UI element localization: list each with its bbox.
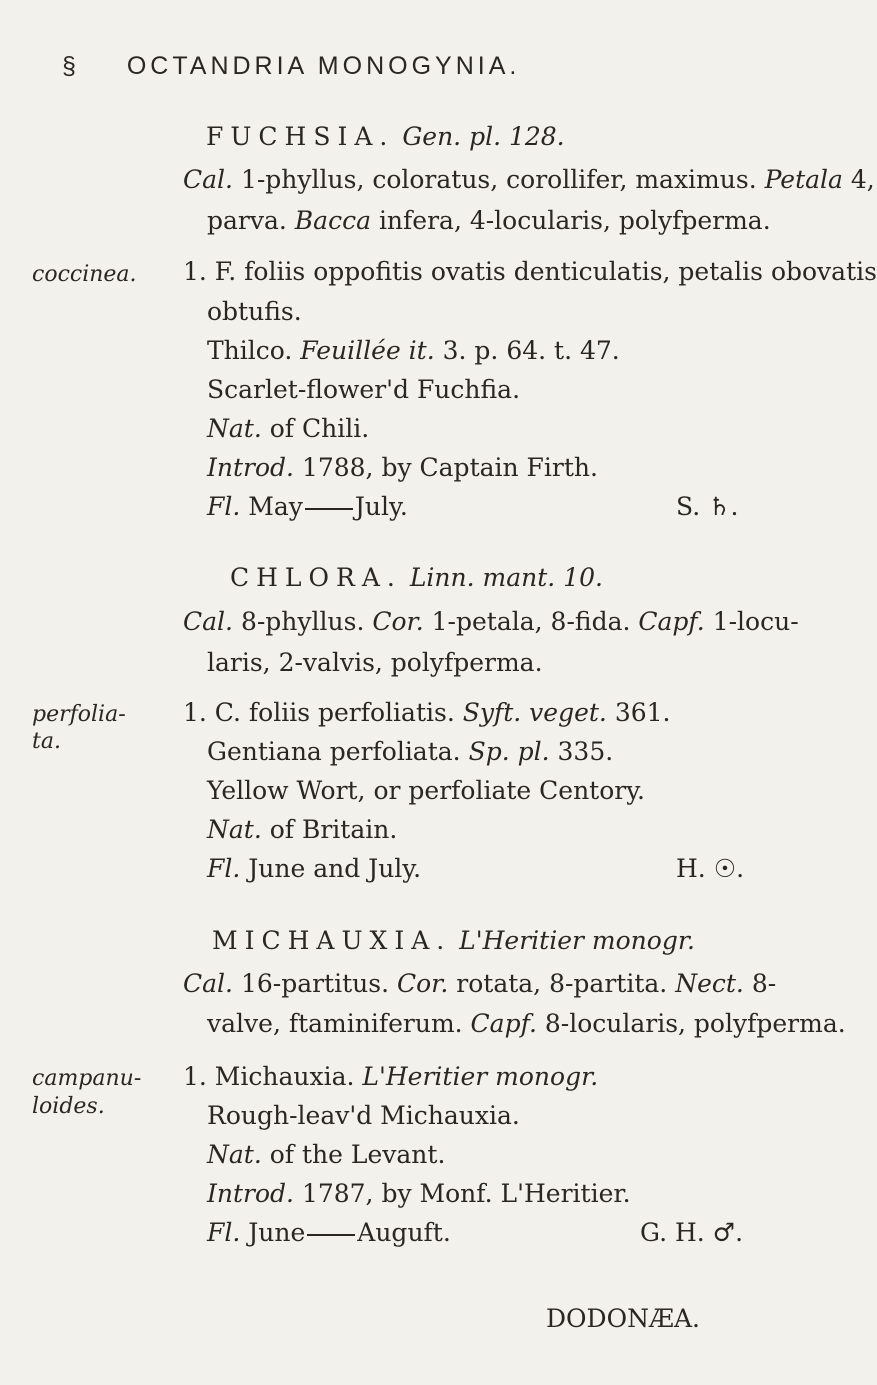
genus-reference: Gen. pl. 128.	[402, 122, 565, 151]
species-margin-name-cont: loides.	[32, 1094, 105, 1119]
michauxia-char-line-1: Cal. 16-partitus. Cor. rotata, 8-partita. Nect. 8-	[183, 969, 777, 998]
genus-name: CHLORA.	[230, 563, 402, 592]
english-name: Scarlet-flower'd Fuchfia.	[207, 375, 521, 404]
species-margin-name: campanu-	[32, 1066, 142, 1091]
michauxia-genus-heading	[212, 928, 695, 953]
species-margin-name-cont: ta.	[32, 729, 61, 754]
chlora-char-line-1: Cal. 8-phyllus. Cor. 1-petala, 8-fida. Capf. 1-locu-	[183, 607, 799, 636]
synonym-line: Gentiana perfoliata. Sp. pl. 335.	[207, 737, 614, 766]
native-line: Nat. of the Levant.	[207, 1140, 446, 1169]
running-head	[62, 52, 520, 81]
dash-rule	[307, 1234, 355, 1236]
catchword: DODONÆA.	[546, 1304, 700, 1333]
fuchsia-genus-heading	[206, 124, 565, 149]
species-description: 1. Michauxia. L'Heritier monogr.	[183, 1062, 599, 1091]
habit-symbol: S. ♄.	[676, 492, 739, 521]
michauxia-char-line-2: valve, ftaminiferum. Capf. 8-locularis, polyfperma.	[207, 1009, 846, 1038]
species-margin-name: coccinea.	[32, 262, 137, 287]
chlora-char-line-2: laris, 2-valvis, polyfperma.	[207, 648, 543, 677]
species-margin-name: perfolia-	[32, 702, 126, 727]
flowering-line: Fl. June Auguft.	[207, 1218, 451, 1247]
native-line: Nat. of Chili.	[207, 414, 370, 443]
running-title: OCTANDRIA MONOGYNIA.	[126, 52, 521, 80]
flowering-line: Fl. May July.	[207, 492, 408, 521]
genus-name: MICHAUXIA.	[212, 926, 452, 955]
synonym-line: Thilco. Feuillée it. 3. p. 64. t. 47.	[207, 336, 620, 365]
habit-symbol: H. ☉.	[676, 854, 745, 883]
genus-reference: Linn. mant. 10.	[409, 563, 603, 592]
species-description: 1. C. foliis perfoliatis. Syft. veget. 361.	[183, 698, 671, 727]
flowering-line: Fl. June and July.	[207, 854, 422, 883]
fuchsia-char-line-2: parva. Bacca infera, 4-locularis, polyfperma.	[207, 206, 771, 235]
introduced-line: Introd. 1788, by Captain Firth.	[207, 453, 598, 482]
native-line: Nat. of Britain.	[207, 815, 398, 844]
species-description-cont: obtufis.	[207, 297, 302, 326]
species-description: 1. F. foliis oppofitis ovatis denticulatis, petalis obovatis	[183, 257, 877, 286]
chlora-genus-heading	[230, 565, 603, 590]
english-name: Yellow Wort, or perfoliate Centory.	[207, 776, 645, 805]
habit-symbol: G. H. ♂.	[640, 1218, 744, 1247]
english-name: Rough-leav'd Michauxia.	[207, 1101, 520, 1130]
page-mark: §	[62, 52, 80, 80]
genus-name: FUCHSIA.	[206, 122, 395, 151]
dash-rule	[305, 508, 353, 510]
fuchsia-char-line-1: Cal. 1-phyllus, coloratus, corollifer, maximus. Petala 4,	[183, 165, 875, 194]
introduced-line: Introd. 1787, by Monf. L'Heritier.	[207, 1179, 631, 1208]
genus-reference: L'Heritier monogr.	[459, 926, 695, 955]
